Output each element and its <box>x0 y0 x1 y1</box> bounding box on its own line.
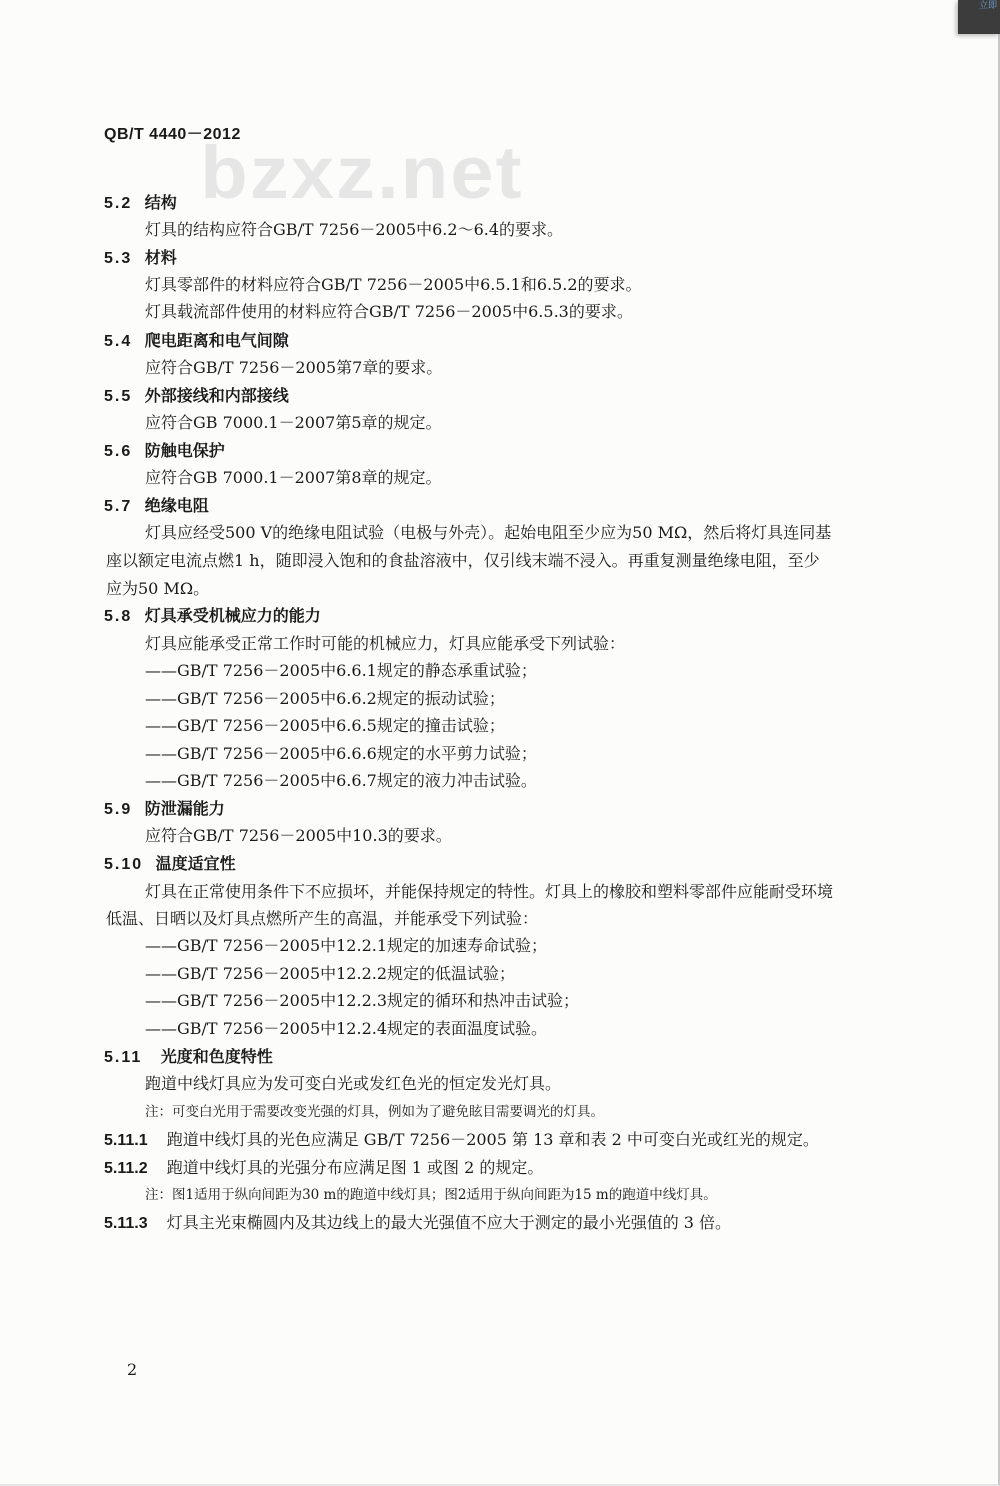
section-heading-5-5 <box>104 383 289 406</box>
paragraph: 灯具在正常使用条件下不应损坏，并能保持规定的特性。灯具上的橡胶和塑料零部件应能耐受环境 <box>145 882 834 901</box>
subsection-text: 跑道中线灯具的光色应满足 GB/T 7256－2005 第 13 章和表 2 中可变白光或红光的规定。 <box>166 1130 819 1149</box>
paragraph: 应符合GB/T 7256－2005第7章的要求。 <box>145 358 443 377</box>
section-heading-5-2 <box>104 190 177 213</box>
subsection-number: 5.11.1 <box>104 1132 148 1149</box>
section-number: 5.11 <box>104 1049 143 1066</box>
section-heading-5-9 <box>104 796 225 819</box>
section-number: 5.10 <box>104 856 144 873</box>
section-heading-5-8 <box>104 603 321 626</box>
section-heading-5-11 <box>104 1044 273 1067</box>
watermark: bzxz.net <box>200 131 524 214</box>
paragraph: 灯具应经受500 V的绝缘电阻试验（电极与外壳）。起始电阻至少应为50 MΩ，然后将灯具连同基 <box>145 523 832 542</box>
paragraph: 应符合GB 7000.1－2007第5章的规定。 <box>145 413 442 432</box>
paragraph: 应符合GB/T 7256－2005中10.3的要求。 <box>145 826 452 845</box>
list-item: ——GB/T 7256－2005中12.2.4规定的表面温度试验。 <box>145 1019 548 1038</box>
section-number: 5.9 <box>104 801 133 818</box>
standard-code: QB/T 4440－2012 <box>104 126 241 143</box>
subsection-number: 5.11.2 <box>104 1160 148 1177</box>
paragraph: 应为50 MΩ。 <box>106 579 210 598</box>
corner-tab[interactable]: 立即 <box>958 0 1000 34</box>
section-title: 光度和色度特性 <box>160 1049 273 1066</box>
note: 注：图1适用于纵向间距为30 m的跑道中线灯具；图2适用于纵向间距为15 m的跑道中线灯具。 <box>145 1187 717 1203</box>
list-item: ——GB/T 7256－2005中12.2.2规定的低温试验； <box>145 964 516 983</box>
paragraph: 座以额定电流点燃1 h，随即浸入饱和的食盐溶液中，仅引线末端不浸入。再重复测量绝缘电阻，至少 <box>106 551 820 570</box>
section-heading-5-10 <box>104 851 236 874</box>
paragraph: 灯具应能承受正常工作时可能的机械应力，灯具应能承受下列试验： <box>145 634 626 653</box>
section-heading-5-6 <box>104 438 225 461</box>
list-item: ——GB/T 7256－2005中6.6.5规定的撞击试验； <box>145 716 505 735</box>
list-item: ——GB/T 7256－2005中6.6.2规定的振动试验； <box>145 689 505 708</box>
subsection-text: 跑道中线灯具的光强分布应满足图 1 或图 2 的规定。 <box>166 1158 544 1177</box>
section-number: 5.8 <box>104 608 133 625</box>
section-title: 材料 <box>144 250 177 267</box>
paragraph: 灯具载流部件使用的材料应符合GB/T 7256－2005中6.5.3的要求。 <box>145 302 633 321</box>
section-number: 5.6 <box>104 443 133 460</box>
section-number: 5.2 <box>104 195 133 212</box>
section-title: 温度适宜性 <box>155 856 236 873</box>
section-number: 5.3 <box>104 250 133 267</box>
paragraph: 跑道中线灯具应为发可变白光或发红色光的恒定发光灯具。 <box>145 1074 562 1093</box>
page-number: 2 <box>127 1360 138 1379</box>
list-item: ——GB/T 7256－2005中12.2.3规定的循环和热冲击试验； <box>145 991 580 1010</box>
subsection-number: 5.11.3 <box>104 1215 148 1232</box>
subsection-text: 灯具主光束椭圆内及其边线上的最大光强值不应大于测定的最小光强值的 3 倍。 <box>166 1213 732 1232</box>
section-title: 防触电保护 <box>144 443 225 460</box>
list-item: ——GB/T 7256－2005中6.6.1规定的静态承重试验； <box>145 661 537 680</box>
section-heading-5-3 <box>104 245 177 268</box>
paragraph: 应符合GB 7000.1－2007第8章的规定。 <box>145 468 442 487</box>
paragraph: 灯具的结构应符合GB/T 7256－2005中6.2～6.4的要求。 <box>145 220 564 239</box>
paragraph: 低温、日晒以及灯具点燃所产生的高温，并能承受下列试验： <box>106 909 539 928</box>
section-number: 5.4 <box>104 333 133 350</box>
section-title: 结构 <box>144 195 177 212</box>
note: 注：可变白光用于需要改变光强的灯具，例如为了避免眩目需要调光的灯具。 <box>145 1104 604 1120</box>
section-title: 防泄漏能力 <box>144 801 225 818</box>
subsection-5-11-2 <box>104 1155 543 1178</box>
list-item: ——GB/T 7256－2005中6.6.7规定的液力冲击试验。 <box>145 771 537 790</box>
list-item: ——GB/T 7256－2005中12.2.1规定的加速寿命试验； <box>145 936 548 955</box>
list-item: ——GB/T 7256－2005中6.6.6规定的水平剪力试验； <box>145 744 537 763</box>
section-title: 外部接线和内部接线 <box>144 388 289 405</box>
section-heading-5-4 <box>104 328 289 351</box>
subsection-5-11-1 <box>104 1127 819 1150</box>
subsection-5-11-3 <box>104 1210 731 1233</box>
paragraph: 灯具零部件的材料应符合GB/T 7256－2005中6.5.1和6.5.2的要求。 <box>145 275 642 294</box>
section-title: 灯具承受机械应力的能力 <box>144 608 321 625</box>
section-number: 5.5 <box>104 388 133 405</box>
section-number: 5.7 <box>104 498 133 515</box>
section-title: 爬电距离和电气间隙 <box>144 333 289 350</box>
section-heading-5-7 <box>104 493 209 516</box>
section-title: 绝缘电阻 <box>144 498 209 515</box>
